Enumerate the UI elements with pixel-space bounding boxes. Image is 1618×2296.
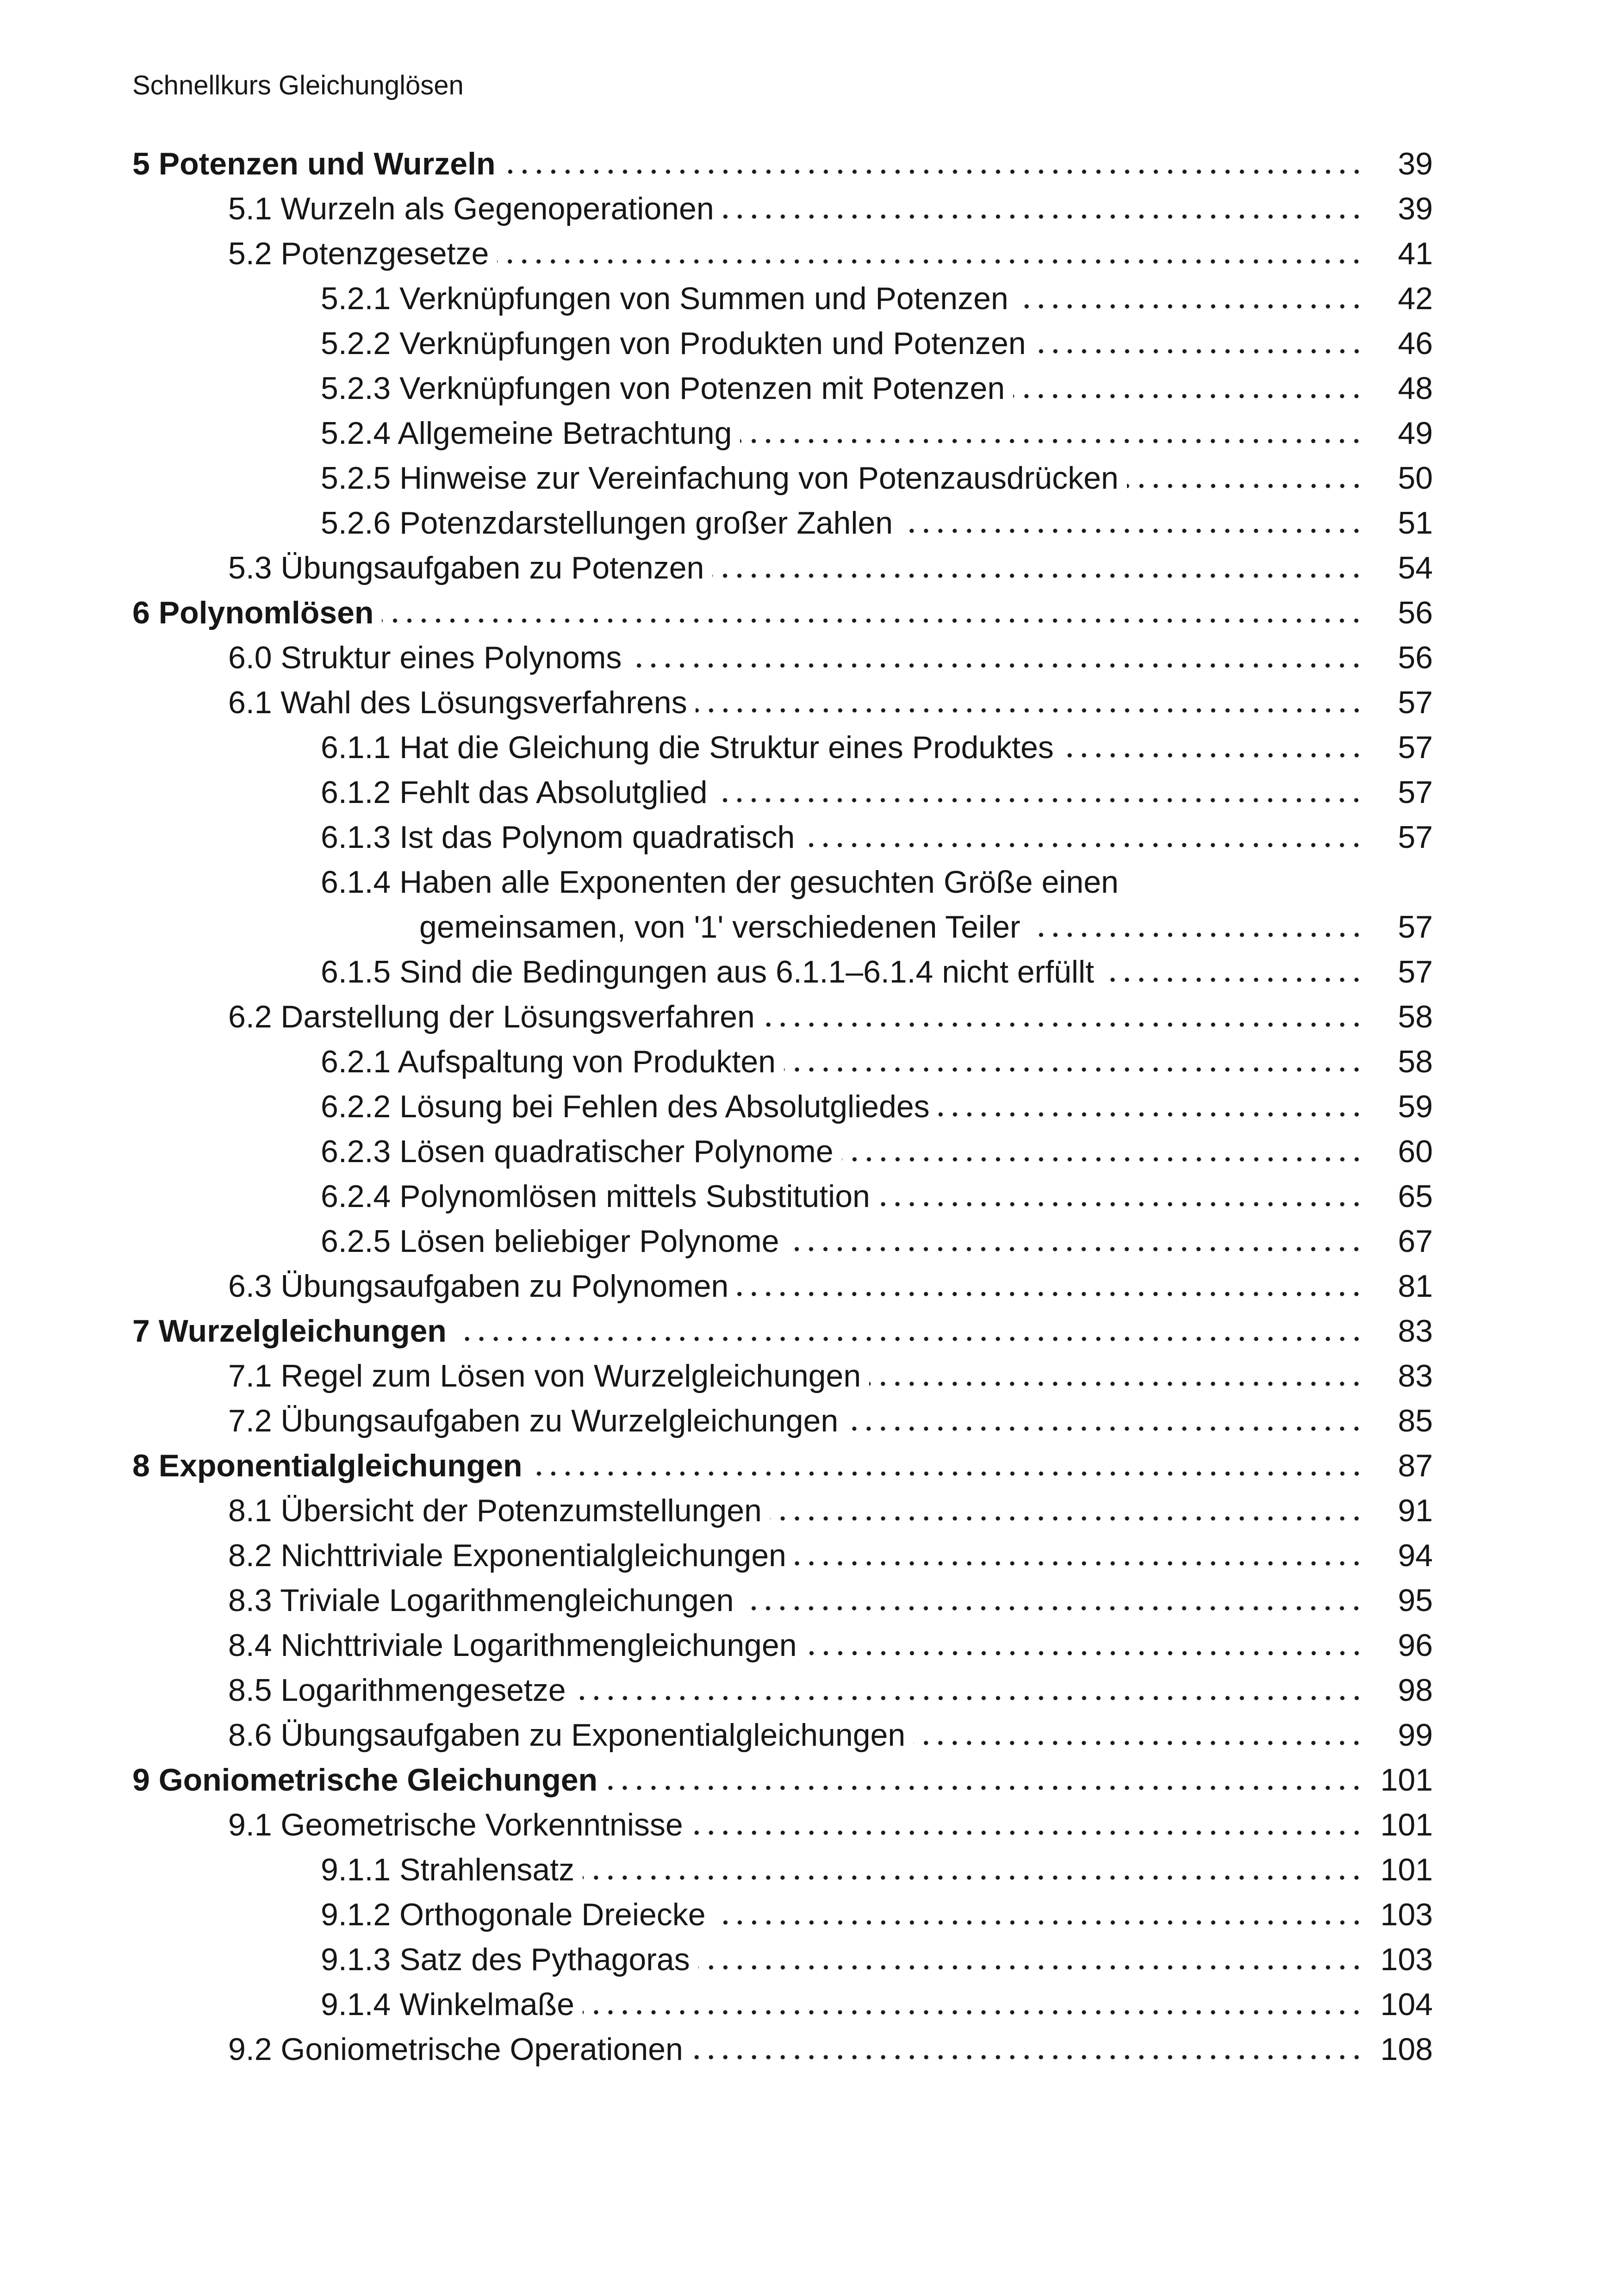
toc-entry-page: 98 (1398, 1673, 1433, 1708)
dot-leader (914, 1741, 1368, 1746)
dot-leader (691, 1830, 1368, 1836)
toc-entry-page: 65 (1398, 1179, 1433, 1214)
toc-entry-page: 56 (1398, 640, 1433, 675)
dot-leader (583, 1875, 1368, 1880)
dot-leader (803, 843, 1368, 848)
toc-entry-page: 94 (1398, 1538, 1433, 1573)
toc-entry-page: 87 (1398, 1448, 1433, 1483)
toc-entry-label: 6.2 Darstellung der Lösungsverfahren (228, 999, 755, 1034)
dot-leader (606, 1786, 1368, 1791)
dot-leader (846, 1426, 1368, 1431)
toc-entry-label: 5.2.3 Verknüpfungen von Potenzen mit Potenzen (321, 371, 1005, 406)
toc-entry (132, 680, 1433, 725)
toc-entry-page: 57 (1398, 954, 1433, 989)
dot-leader (742, 1606, 1368, 1611)
toc-entry (132, 366, 1433, 411)
toc-entry (132, 1848, 1433, 1892)
toc-entry-label: 8.6 Übungsaufgaben zu Exponentialgleichungen (228, 1717, 906, 1753)
toc-entry (132, 1982, 1433, 2027)
dot-leader (763, 1022, 1368, 1027)
toc-entry (132, 231, 1433, 276)
toc-entry (132, 501, 1433, 546)
toc-entry-label: 8.3 Triviale Logarithmengleichungen (228, 1583, 734, 1618)
toc-entry (132, 1578, 1433, 1623)
dot-leader (770, 1516, 1368, 1521)
toc-entry (132, 1039, 1433, 1084)
toc-entry-label: 9.1.4 Winkelmaße (321, 1987, 574, 2022)
toc-entry-page: 49 (1398, 416, 1433, 451)
toc-entry-label: 9.1 Geometrische Vorkenntnisse (228, 1807, 683, 1842)
toc-entry (132, 1533, 1433, 1578)
toc-entry-label: 7 Wurzelgleichungen (132, 1313, 447, 1349)
toc-entry (132, 1803, 1433, 1848)
dot-leader (698, 1965, 1368, 1970)
toc-entry-page: 42 (1398, 281, 1433, 316)
toc-entry (132, 1713, 1433, 1758)
toc-entry-label: 5.2.2 Verknüpfungen von Produkten und Potenzen (321, 326, 1026, 361)
toc-entry-page: 101 (1380, 1807, 1433, 1842)
toc-entry-label: 5.2.5 Hinweise zur Vereinfachung von Potenzausdrücken (321, 460, 1119, 496)
toc-entry (132, 1129, 1433, 1174)
toc-entry-label: 6.1.2 Fehlt das Absolutglied (321, 775, 708, 810)
toc-entry-page: 101 (1380, 1762, 1433, 1798)
toc-entry-label: gemeinsamen, von '1' verschiedenen Teiler (419, 909, 1021, 945)
dot-leader (696, 708, 1368, 713)
toc-entry (132, 142, 1433, 187)
toc-entry-page: 46 (1398, 326, 1433, 361)
toc-entry (132, 1399, 1433, 1444)
dot-leader (1102, 977, 1368, 983)
toc-entry-label: 5 Potenzen und Wurzeln (132, 146, 496, 181)
toc-entry (132, 860, 1433, 905)
toc-entry (132, 815, 1433, 860)
toc-entry (132, 1937, 1433, 1982)
dot-leader (1017, 304, 1368, 309)
toc-entry-label: 6.1 Wahl des Lösungsverfahrens (228, 685, 687, 720)
toc-entry-label: 5.2.1 Verknüpfungen von Summen und Potenzen (321, 281, 1008, 316)
toc-entry-page: 57 (1398, 909, 1433, 945)
toc-list (132, 142, 1433, 2072)
toc-entry-label: 5.2.6 Potenzdarstellungen großer Zahlen (321, 505, 893, 541)
dot-leader (787, 1247, 1368, 1252)
toc-entry-page: 60 (1398, 1134, 1433, 1169)
toc-entry-label: 8.1 Übersicht der Potenzumstellungen (228, 1493, 762, 1528)
toc-entry-page: 95 (1398, 1583, 1433, 1618)
toc-entry (132, 456, 1433, 501)
toc-entry-label: 6.2.3 Lösen quadratischer Polynome (321, 1134, 834, 1169)
toc-entry (132, 950, 1433, 995)
toc-entry (132, 321, 1433, 366)
toc-entry (132, 1219, 1433, 1264)
dot-leader (1062, 753, 1368, 758)
toc-entry-label: 6.1.3 Ist das Polynom quadratisch (321, 820, 795, 855)
dot-leader (842, 1157, 1368, 1162)
toc-entry (132, 1758, 1433, 1803)
dot-leader (583, 2010, 1368, 2015)
toc-entry (132, 1309, 1433, 1354)
toc-entry-page: 58 (1398, 1044, 1433, 1079)
toc-entry-page: 57 (1398, 775, 1433, 810)
dot-leader (691, 2055, 1368, 2060)
dot-leader (795, 1561, 1368, 1566)
dot-leader (1034, 349, 1368, 354)
toc-entry-label: 9.1.2 Orthogonale Dreiecke (321, 1897, 706, 1932)
toc-entry-label: 8 Exponentialgleichungen (132, 1448, 523, 1483)
toc-entry-label: 7.1 Regel zum Lösen von Wurzelgleichungen (228, 1358, 861, 1394)
toc-entry-page: 54 (1398, 550, 1433, 585)
toc-entry-label: 5.3 Übungsaufgaben zu Potenzen (228, 550, 704, 585)
toc-entry-page: 91 (1398, 1493, 1433, 1528)
dot-leader (382, 618, 1368, 623)
toc-entry-label: 6.1.4 Haben alle Exponenten der gesuchten Größe einen (321, 865, 1119, 900)
toc-entry (132, 1354, 1433, 1399)
toc-entry-page: 104 (1380, 1987, 1433, 2022)
dot-leader (716, 798, 1368, 803)
dot-leader (784, 1067, 1368, 1072)
dot-leader (740, 439, 1368, 444)
toc-entry-label: 6.2.4 Polynomlösen mittels Substitution (321, 1179, 870, 1214)
toc-entry-page: 41 (1398, 236, 1433, 271)
dot-leader (630, 663, 1368, 668)
toc-entry-page: 39 (1398, 191, 1433, 226)
toc-entry-page: 57 (1398, 820, 1433, 855)
toc-entry (132, 995, 1433, 1039)
toc-entry-page: 96 (1398, 1628, 1433, 1663)
toc-entry-label: 6.2.2 Lösung bei Fehlen des Absolutgliedes (321, 1089, 930, 1124)
toc-entry (132, 1084, 1433, 1129)
dot-leader (1127, 888, 1368, 893)
toc-entry-page: 103 (1380, 1897, 1433, 1932)
dot-leader (1013, 394, 1368, 399)
toc-entry (132, 1444, 1433, 1488)
toc-entry (132, 2027, 1433, 2072)
toc-entry (132, 1668, 1433, 1713)
toc-entry-label: 5.2.4 Allgemeine Betrachtung (321, 416, 732, 451)
toc-entry-page: 101 (1380, 1852, 1433, 1887)
toc-entry-label: 6 Polynomlösen (132, 595, 374, 630)
toc-entry-label: 7.2 Übungsaufgaben zu Wurzelgleichungen (228, 1403, 839, 1438)
toc-entry (132, 276, 1433, 321)
toc-entry-page: 57 (1398, 730, 1433, 765)
toc-entry-label: 9.1.3 Satz des Pythagoras (321, 1942, 690, 1977)
dot-leader (805, 1651, 1368, 1656)
dot-leader (901, 529, 1368, 534)
toc-entry-label: 5.1 Wurzeln als Gegenoperationen (228, 191, 714, 226)
toc-entry (132, 770, 1433, 815)
dot-leader (531, 1471, 1368, 1476)
toc-entry-page: 51 (1398, 505, 1433, 541)
dot-leader (504, 169, 1368, 174)
toc-entry-page: 85 (1398, 1403, 1433, 1438)
toc-entry (132, 725, 1433, 770)
toc-entry-label: 9.2 Goniometrische Operationen (228, 2032, 683, 2067)
dot-leader (712, 573, 1368, 579)
toc-entry (132, 546, 1433, 591)
dot-leader (737, 1292, 1368, 1297)
toc-entry (132, 1892, 1433, 1937)
toc-entry-label: 6.3 Übungsaufgaben zu Polynomen (228, 1269, 729, 1304)
toc-entry-page: 57 (1398, 685, 1433, 720)
dot-leader (869, 1381, 1368, 1387)
dot-leader (938, 1112, 1368, 1117)
toc-entry (132, 1623, 1433, 1668)
toc-entry-page: 50 (1398, 460, 1433, 496)
toc-entry-label: 5.2 Potenzgesetze (228, 236, 489, 271)
toc-entry-label: 8.4 Nichttriviale Logarithmengleichungen (228, 1628, 797, 1663)
toc-entry (132, 591, 1433, 635)
toc-entry-label: 8.2 Nichttriviale Exponentialgleichungen (228, 1538, 786, 1573)
toc-entry-page: 99 (1398, 1717, 1433, 1753)
toc-entry-label: 9.1.1 Strahlensatz (321, 1852, 575, 1887)
toc-entry-label: 6.2.5 Lösen beliebiger Polynome (321, 1224, 779, 1259)
toc-entry-page: 59 (1398, 1089, 1433, 1124)
toc-entry-label: 6.1.5 Sind die Bedingungen aus 6.1.1–6.1.4 nicht erfüllt (321, 954, 1095, 989)
toc-entry-page: 103 (1380, 1942, 1433, 1977)
toc-entry (132, 1174, 1433, 1219)
toc-entry-page: 58 (1398, 999, 1433, 1034)
dot-leader (714, 1920, 1368, 1925)
toc-entry-label: 6.0 Struktur eines Polynoms (228, 640, 622, 675)
dot-leader (455, 1337, 1368, 1342)
toc-entry (132, 1488, 1433, 1533)
toc-entry (132, 635, 1433, 680)
toc-entry-page: 48 (1398, 371, 1433, 406)
toc-entry-page: 108 (1380, 2032, 1433, 2067)
toc-entry-page: 83 (1398, 1358, 1433, 1394)
dot-leader (497, 259, 1368, 264)
page-header: Schnellkurs Gleichunglösen (132, 70, 464, 100)
dot-leader (1029, 933, 1368, 938)
toc-entry (132, 411, 1433, 456)
dot-leader (1127, 484, 1368, 489)
toc-entry (132, 905, 1433, 950)
toc-entry-page: 39 (1398, 146, 1433, 181)
toc-entry-label: 9 Goniometrische Gleichungen (132, 1762, 598, 1798)
toc-entry-label: 6.1.1 Hat die Gleichung die Struktur eines Produktes (321, 730, 1054, 765)
toc-entry-page: 67 (1398, 1224, 1433, 1259)
toc-entry (132, 1264, 1433, 1309)
toc-entry-page: 56 (1398, 595, 1433, 630)
dot-leader (574, 1696, 1368, 1701)
toc-entry-page: 83 (1398, 1313, 1433, 1349)
toc-entry-label: 8.5 Logarithmengesetze (228, 1673, 566, 1708)
dot-leader (722, 214, 1368, 219)
dot-leader (878, 1202, 1368, 1207)
toc-entry-label: 6.2.1 Aufspaltung von Produkten (321, 1044, 776, 1079)
toc-entry-page: 81 (1398, 1269, 1433, 1304)
toc-entry (132, 187, 1433, 231)
